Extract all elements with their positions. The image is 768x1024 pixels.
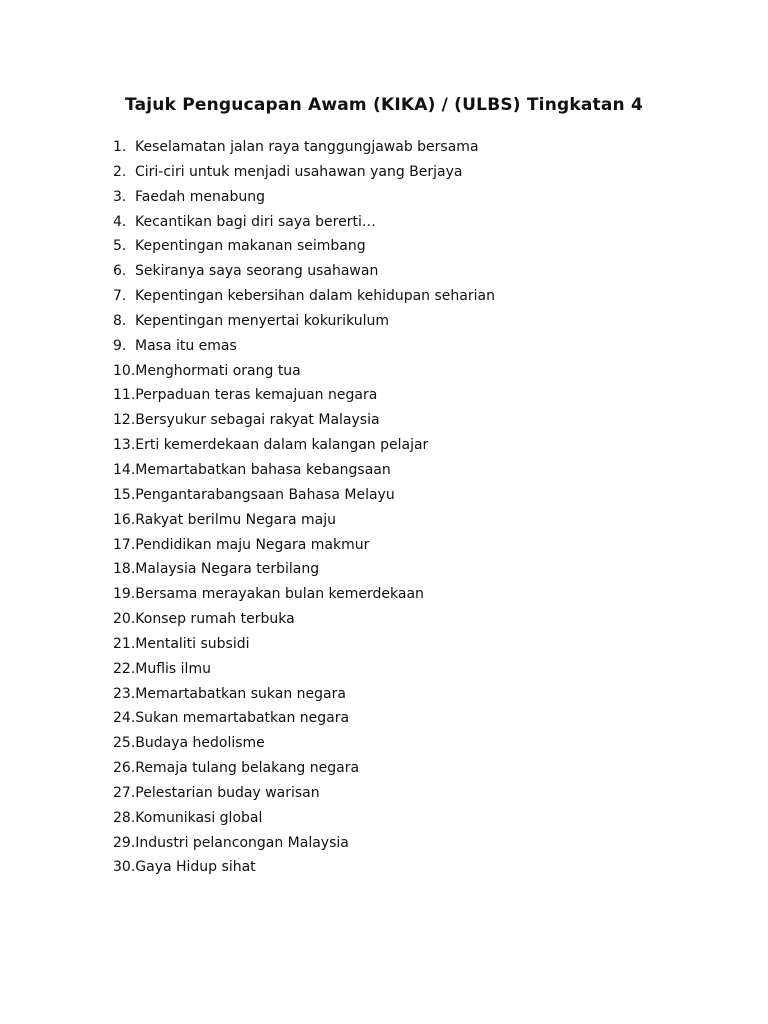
list-item: [113, 855, 495, 880]
list-item-number: 7.: [113, 288, 127, 305]
list-item-text: Sekiranya saya seorang usahawan: [135, 263, 379, 280]
list-item-number: 21.: [113, 635, 136, 652]
list-item-text: Industri pelancongan Malaysia: [135, 834, 349, 851]
list-item-text: Kecantikan bagi diri saya bererti…: [135, 213, 376, 230]
list-item-text: Bersama merayakan bulan kemerdekaan: [135, 586, 424, 603]
list-item: [113, 781, 495, 806]
list-item-number: 19.: [113, 586, 136, 603]
list-item-number: 28.: [113, 809, 136, 826]
list-item-number: 8.: [113, 312, 127, 329]
list-item: [113, 383, 495, 408]
list-item: [113, 359, 495, 384]
list-item-number: 12.: [113, 412, 136, 429]
list-item-number: 16.: [113, 511, 136, 528]
list-item-number: 1.: [113, 139, 127, 155]
list-item-number: 2.: [113, 163, 127, 180]
list-item-text: Kepentingan kebersihan dalam kehidupan seharian: [135, 288, 495, 305]
list-item-text: Menghormati orang tua: [135, 362, 301, 379]
list-item: [113, 533, 495, 558]
list-item-text: Muflis ilmu: [135, 660, 211, 677]
list-item-text: Budaya hedolisme: [135, 735, 265, 752]
list-item-number: 14.: [113, 461, 136, 478]
list-item-text: Mentaliti subsidi: [135, 635, 250, 652]
list-item-text: Komunikasi global: [135, 809, 263, 826]
list-item-text: Sukan memartabatkan negara: [135, 710, 350, 727]
list-item: [113, 557, 495, 582]
list-item: [113, 458, 495, 483]
list-item-number: 15.: [113, 486, 136, 503]
list-item-text: Memartabatkan bahasa kebangsaan: [135, 461, 391, 478]
list-item: [113, 160, 495, 185]
list-item: [113, 284, 495, 309]
list-item-text: Perpaduan teras kemajuan negara: [135, 387, 378, 404]
list-item: [113, 234, 495, 259]
page-title: Tajuk Pengucapan Awam (KIKA) / (ULBS) Tingkatan 4: [125, 95, 643, 115]
list-item: [113, 756, 495, 781]
list-item: [113, 632, 495, 657]
list-item-number: 22.: [113, 660, 136, 677]
list-item-text: Kepentingan menyertai kokurikulum: [135, 312, 390, 329]
list-item-number: 17.: [113, 536, 136, 553]
list-item: [113, 508, 495, 533]
list-item-text: Memartabatkan sukan negara: [135, 685, 346, 702]
list-item: [113, 657, 495, 682]
list-item-number: 30.: [113, 859, 136, 876]
list-item: [113, 210, 495, 235]
list-item-number: 26.: [113, 760, 136, 777]
list-item: [113, 706, 495, 731]
list-item-text: Konsep rumah terbuka: [135, 611, 295, 628]
list-item: [113, 806, 495, 831]
list-item: [113, 185, 495, 210]
list-item-text: Pendidikan maju Negara makmur: [135, 536, 370, 553]
list-item: [113, 483, 495, 508]
list-item-text: Ciri-ciri untuk menjadi usahawan yang Berjaya: [135, 163, 463, 180]
list-item-number: 10.: [113, 362, 136, 379]
list-item: [113, 731, 495, 756]
list-item-number: 23.: [113, 685, 136, 702]
list-item-text: Keselamatan jalan raya tanggungjawab bersama: [135, 139, 479, 155]
list-item-number: 6.: [113, 263, 127, 280]
list-item-text: Pengantarabangsaan Bahasa Melayu: [135, 486, 395, 503]
list-item-text: Bersyukur sebagai rakyat Malaysia: [135, 412, 380, 429]
list-item-text: Gaya Hidup sihat: [135, 859, 256, 876]
list-item-number: 3.: [113, 188, 127, 205]
list-item-text: Kepentingan makanan seimbang: [135, 238, 366, 255]
list-item: [113, 135, 495, 160]
list-item-text: Masa itu emas: [135, 337, 237, 354]
list-item-number: 4.: [113, 213, 127, 230]
list-item-number: 20.: [113, 611, 136, 628]
list-item-number: 29.: [113, 834, 136, 851]
list-item-text: Remaja tulang belakang negara: [135, 760, 360, 777]
list-item: [113, 831, 495, 856]
list-item-number: 18.: [113, 561, 136, 578]
list-item: [113, 259, 495, 284]
list-item: [113, 607, 495, 632]
list-item-text: Pelestarian buday warisan: [135, 784, 320, 801]
list-item-text: Malaysia Negara terbilang: [135, 561, 320, 578]
list-item: [113, 582, 495, 607]
list-item-number: 25.: [113, 735, 136, 752]
list-item-number: 24.: [113, 710, 136, 727]
list-item-number: 13.: [113, 437, 136, 454]
list-item-number: 27.: [113, 784, 136, 801]
list-item: [113, 682, 495, 707]
list-item-text: Faedah menabung: [135, 188, 265, 205]
list-item-number: 9.: [113, 337, 127, 354]
list-item: [113, 408, 495, 433]
list-item-text: Rakyat berilmu Negara maju: [135, 511, 336, 528]
list-item-number: 11.: [113, 387, 136, 404]
list-item: [113, 433, 495, 458]
list-item-text: Erti kemerdekaan dalam kalangan pelajar: [135, 437, 429, 454]
topic-list: [113, 135, 495, 880]
list-item-number: 5.: [113, 238, 127, 255]
list-item: [113, 309, 495, 334]
list-item: [113, 334, 495, 359]
